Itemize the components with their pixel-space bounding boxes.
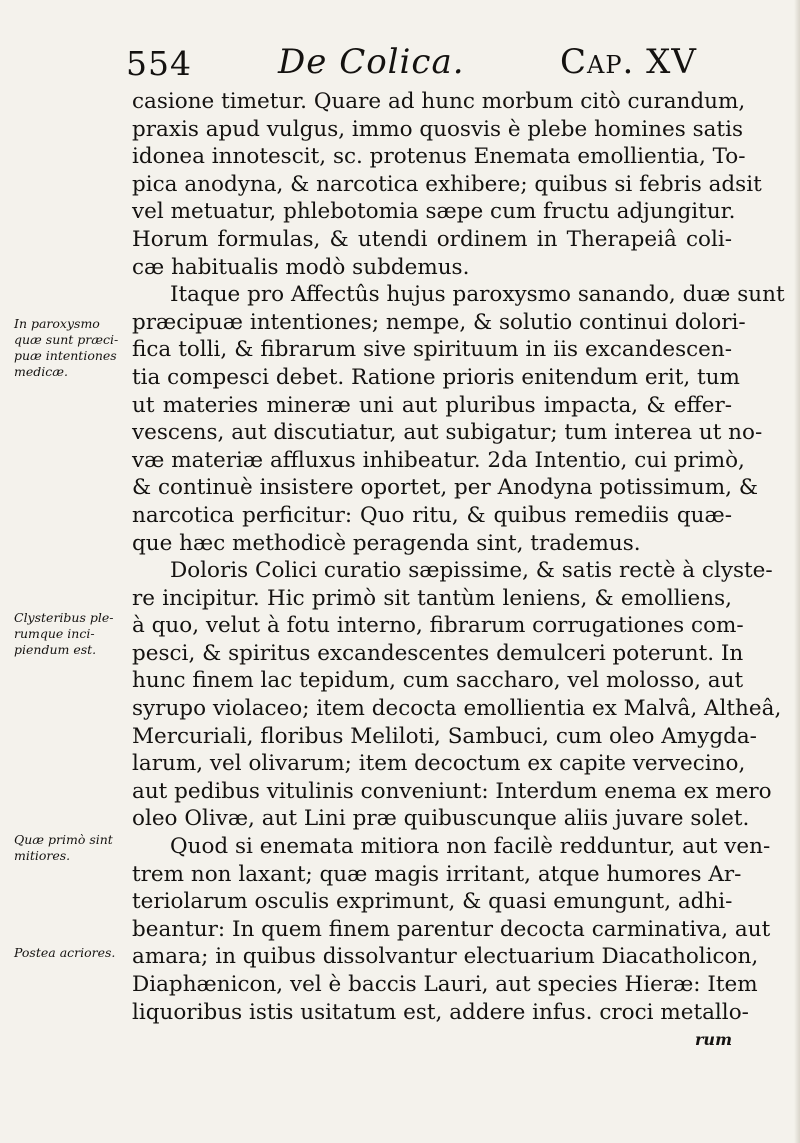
text-line: Mercuriali, floribus Meliloti, Sambuci, cum oleo Amygda- (132, 723, 757, 749)
text-line: Diaphænicon, vel è baccis Lauri, aut species Hieræ: Item (132, 972, 758, 997)
text-line: syrupo violaceo; item decocta emollientia ex Malvâ, Altheâ, (132, 696, 782, 722)
text-line: liquoribus istis usitatum est, addere infus. croci metallo- (132, 999, 749, 1025)
text-line: væ materiæ affluxus inhibeatur. 2da Intentio, cui primò, (132, 447, 745, 473)
running-title: De Colica. (278, 42, 465, 82)
page-number: 554 (126, 44, 192, 83)
text-line: Itaque pro Affectûs hujus paroxysmo sanando, duæ sunt (170, 282, 785, 308)
text-line: re incipitur. Hic primò sit tantùm leniens, & emolliens, (132, 585, 732, 611)
text-line: vescens, aut discutiatur, aut subigatur; tum interea ut no- (132, 420, 763, 446)
text-line: que hæc methodicè peragenda sint, trademus. (132, 530, 641, 556)
catchword: rum (695, 1030, 732, 1050)
margin-note-line: Postea acriores. (14, 945, 116, 960)
text-line: pesci, & spiritus excandescentes demulceri poterunt. In (132, 640, 744, 666)
margin-note-line: rumque inci- (14, 626, 95, 641)
body-text (132, 88, 785, 1054)
text-line: fica tolli, & fibrarum sive spirituum in iis excandescen- (132, 337, 732, 363)
text-line: tia compesci debet. Ratione prioris enitendum erit, tum (132, 364, 740, 390)
running-head (120, 36, 720, 90)
text-line: & continuè insistere oportet, per Anodyna potissimum, & (132, 475, 758, 501)
margin-note-paroxysm (14, 316, 132, 380)
text-line: vel metuatur, phlebotomia sæpe cum fructu adjungitur. (132, 199, 736, 225)
text-line: teriolarum osculis exprimunt, & quasi emungunt, adhi- (132, 889, 733, 915)
margin-note-line: quæ sunt præci- (14, 332, 119, 347)
text-line: aut pedibus vitulinis conveniunt: Interdum enema ex mero (132, 778, 772, 804)
text-line: larum, vel olivarum; item decoctum ex capite vervecino, (132, 751, 746, 777)
text-line: Horum formulas, & utendi ordinem in Therapeiâ coli- (132, 226, 732, 252)
margin-note-line: Clysteribus ple- (14, 610, 114, 625)
text-line: Quod si enemata mitiora non facilè redduntur, aut ven- (170, 834, 771, 860)
text-line: pica anodyna, & narcotica exhibere; quibus si febris adsit (132, 171, 762, 197)
text-line: beantur: In quem finem parentur decocta carminativa, aut (132, 916, 771, 942)
margin-note-line: mitiores. (14, 848, 71, 863)
margin-note-line: In paroxysmo (14, 316, 100, 331)
margin-note-mitiores (14, 832, 132, 864)
text-line: Doloris Colici curatio sæpissime, & satis rectè à clyste- (170, 558, 773, 584)
text-line: præcipuæ intentiones; nempe, & solutio continui dolori- (132, 309, 746, 335)
margin-note-line: medicæ. (14, 364, 68, 379)
margin-note-line: puæ intentiones (14, 348, 117, 363)
text-line: trem non laxant; quæ magis irritant, atque humores Ar- (132, 861, 742, 887)
chapter-label: Cap. XV (560, 42, 697, 82)
text-line: à quo, velut à fotu interno, fibrarum corrugationes com- (132, 613, 744, 639)
text-line: narcotica perficitur: Quo ritu, & quibus remediis quæ- (132, 502, 732, 528)
scan-edge (794, 0, 800, 1143)
margin-note-clysteribus (14, 610, 132, 658)
text-line: cæ habitualis modò subdemus. (132, 254, 470, 280)
margin-note-acriores (14, 945, 132, 961)
text-line: oleo Olivæ, aut Lini præ quibuscunque aliis juvare solet. (132, 806, 750, 832)
text-line: idonea innotescit, sc. protenus Enemata emollientia, To- (132, 144, 746, 170)
text-line: hunc finem lac tepidum, cum saccharo, vel molosso, aut (132, 668, 744, 694)
margin-note-line: piendum est. (14, 642, 97, 657)
margin-note-line: Quæ primò sint (14, 832, 113, 847)
text-line: praxis apud vulgus, immo quosvis è plebe homines satis (132, 116, 743, 142)
text-line: amara; in quibus dissolvantur electuarium Diacatholicon, (132, 944, 759, 970)
text-line: casione timetur. Quare ad hunc morbum citò curandum, (132, 89, 746, 114)
text-line: ut materies mineræ uni aut pluribus impacta, & effer- (132, 392, 732, 418)
